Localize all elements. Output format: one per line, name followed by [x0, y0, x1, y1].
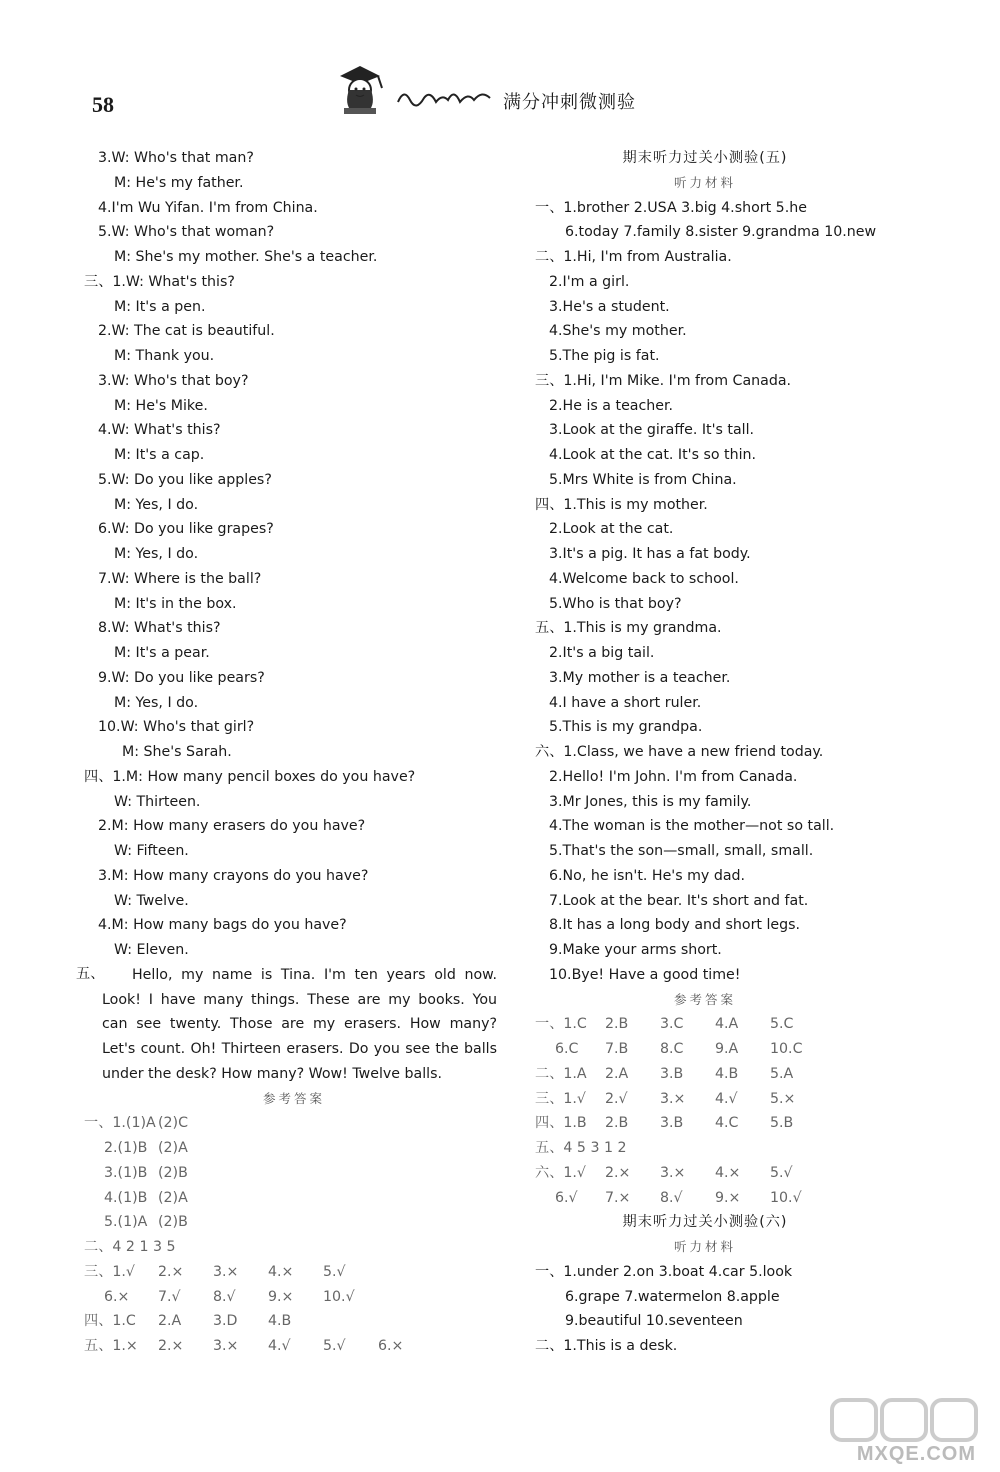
answer-cell: 7.B [605, 1041, 629, 1057]
line-text: He is a teacher. [562, 397, 674, 414]
item-number: 9. [549, 942, 563, 958]
transcript-line [535, 790, 875, 815]
item-number: 3. [549, 669, 563, 686]
item-number: 一、1. [535, 199, 577, 216]
answer-cell: 7.√ [158, 1288, 181, 1305]
answer-row [535, 1062, 875, 1087]
item-number: 一、1. [535, 1263, 577, 1280]
line-text: W: Who's that man? [111, 150, 254, 166]
line-text: Hello! I'm John. I'm from Canada. [562, 768, 798, 785]
page-number: 58 [92, 92, 114, 117]
item-number: 5. [549, 719, 563, 736]
answer-row [84, 1309, 504, 1334]
transcript-line [535, 196, 875, 221]
answer-cell: 8.√ [660, 1189, 683, 1206]
answer-cell: 3.C [660, 1016, 684, 1033]
test5-answers [535, 1012, 875, 1210]
line-text: W: The cat is beautiful. [111, 323, 275, 340]
answer-cell: 一、1.C [535, 1016, 587, 1033]
paragraph-text: Hello, my name is Tina. I'm ten years old now. Look! I have many things. These are my books. You can see twenty. Those are my erasers. How many? Let's count. Oh! Thirteen erasers. Do you see the balls under the desk? How many? Wow! Twelve balls. [102, 966, 497, 1082]
line-text: M: How many pencil boxes do you have? [125, 768, 416, 785]
item-number: 四、1. [84, 768, 126, 785]
item-number: 3. [549, 793, 563, 810]
line-text: M: It's a pen. [114, 298, 206, 315]
line-text: Look at the giraffe. It's tall. [562, 422, 755, 439]
item-number: 三、1. [84, 273, 126, 290]
transcript-line [535, 468, 875, 493]
answer-cell: 三、1.√ [535, 1090, 586, 1107]
transcript-line [535, 319, 875, 344]
transcript-line [84, 344, 504, 369]
transcript-line [535, 839, 875, 864]
transcript-line [535, 270, 875, 295]
line-text: W: Thirteen. [114, 793, 201, 810]
left-answers [84, 1111, 504, 1359]
test5-transcript [535, 196, 875, 988]
answer-cell: 5.√ [323, 1263, 346, 1280]
line-text: Welcome back to school. [562, 570, 739, 587]
line-text: M: He's my father. [114, 174, 244, 191]
right-column [535, 146, 875, 1359]
watermark-text: MXQE.COM [856, 1443, 976, 1465]
answer-cell: 4.√ [715, 1090, 738, 1107]
answer-row [535, 1186, 875, 1211]
transcript-line [84, 740, 504, 765]
line-text: I'm Wu Yifan. I'm from China. [111, 199, 318, 216]
answer-cell: 2.A [605, 1065, 629, 1082]
line-text: Class, we have a new friend today. [576, 744, 824, 760]
item-number: 8. [98, 620, 112, 637]
item-number: 2. [549, 768, 563, 785]
item-number: 2. [549, 521, 563, 538]
transcript-line [535, 913, 875, 938]
line-text: I have a short ruler. [562, 694, 702, 711]
item-number: 4. [98, 917, 112, 934]
line-text: Look at the cat. It's so thin. [562, 447, 757, 463]
transcript-line [535, 295, 875, 320]
line-text: M: How many erasers do you have? [111, 818, 366, 835]
brand-script-logo-icon [394, 84, 494, 115]
line-text: M: Yes, I do. [114, 546, 199, 562]
transcript-line [84, 542, 504, 567]
mascot-logo-icon [330, 60, 390, 116]
transcript-line [84, 814, 504, 839]
line-text: M: How many crayons do you have? [111, 867, 369, 884]
left-answers-title: 参考答案 [262, 1090, 325, 1106]
answer-cell: 3.B [660, 1115, 684, 1132]
answer-cell: 二、1.A [535, 1065, 587, 1082]
line-text: Make your arms short. [562, 942, 722, 958]
item-number: 4. [549, 570, 563, 587]
answer-cell: 5.C [770, 1016, 794, 1033]
answer-cell: 8.√ [213, 1288, 236, 1305]
item-number: 7. [98, 570, 112, 587]
transcript-line [84, 418, 504, 443]
transcript-line [84, 913, 504, 938]
answer-cell: 6.× [378, 1338, 404, 1354]
line-text: W: Who's that girl? [120, 719, 255, 736]
answer-cell: 2.× [158, 1263, 184, 1280]
item-number: 3. [98, 150, 112, 166]
transcript-line [84, 443, 504, 468]
answer-cell: 5.√ [770, 1164, 793, 1181]
answer-cell: 五、1.× [84, 1338, 138, 1354]
transcript-line [84, 641, 504, 666]
answer-cell: 5.(1)A [104, 1214, 148, 1231]
item-number: 3. [549, 298, 563, 315]
item-number: 3. [549, 422, 563, 439]
item-number: 六、1. [535, 744, 577, 760]
line-text: The woman is the mother—not so tall. [562, 818, 835, 835]
answer-cell: 一、1.(1)A [84, 1115, 156, 1132]
transcript-line [535, 517, 875, 542]
answer-cell: 4.B [715, 1065, 739, 1082]
line-text: That's the son—small, small, small. [562, 843, 814, 859]
answer-cell: 2.× [158, 1338, 184, 1354]
transcript-line [535, 592, 875, 617]
transcript-line [535, 1285, 875, 1310]
answer-cell: 4.× [268, 1263, 294, 1280]
answer-cell: 4.A [715, 1016, 739, 1033]
answer-cell: 10.√ [770, 1189, 802, 1206]
answer-cell: 3.× [213, 1338, 239, 1354]
line-text: This is my mother. [576, 496, 708, 513]
transcript-line [535, 691, 875, 716]
item-number: 4. [549, 694, 563, 711]
line-text: W: Do you like apples? [111, 471, 272, 488]
line-text: M: Yes, I do. [114, 694, 199, 711]
transcript-line [84, 295, 504, 320]
answer-row [535, 1161, 875, 1186]
item-number: 2. [549, 645, 563, 661]
transcript-line [535, 938, 875, 963]
line-text: Mr Jones, this is my family. [562, 793, 752, 810]
item-number: 4. [549, 818, 563, 835]
transcript-line [84, 592, 504, 617]
answer-cell: 四、1.B [535, 1115, 587, 1132]
transcript-line [535, 740, 875, 765]
item-number: 3. [98, 372, 112, 389]
answer-row [84, 1136, 504, 1161]
answer-row [84, 1260, 504, 1285]
answer-cell: 2.√ [605, 1090, 628, 1107]
line-text: Who is that boy? [562, 595, 682, 612]
item-number: 6. [98, 521, 112, 538]
transcript-line [535, 245, 875, 270]
transcript-line [84, 270, 504, 295]
answer-cell: 2.(1)B [104, 1140, 148, 1156]
left-column [76, 146, 504, 1359]
line-text: W: What's this? [125, 273, 235, 290]
line-text: M: It's in the box. [114, 595, 237, 612]
answer-cell: (2)B [158, 1214, 188, 1231]
transcript-line [535, 394, 875, 419]
transcript-line [84, 790, 504, 815]
answer-cell: 4.(1)B [104, 1189, 148, 1206]
answer-row [84, 1161, 504, 1186]
transcript-line [535, 1260, 875, 1285]
answer-row [84, 1186, 504, 1211]
transcript-line [535, 864, 875, 889]
answer-cell: 5.√ [323, 1338, 346, 1354]
line-text: M: She's my mother. She's a teacher. [114, 249, 378, 265]
line-text: W: Where is the ball? [111, 570, 262, 587]
answer-cell: 5.A [770, 1065, 794, 1082]
item-number: 3. [549, 546, 563, 562]
transcript-line [84, 319, 504, 344]
line-text: M: He's Mike. [114, 397, 208, 414]
item-number: 2. [98, 818, 112, 835]
line-text: This is my grandpa. [562, 719, 703, 736]
line-text: W: Fifteen. [114, 843, 189, 859]
item-number: 2. [98, 323, 112, 340]
item-number: 5. [549, 471, 563, 488]
transcript-line [84, 864, 504, 889]
item-number: 5. [549, 843, 563, 859]
line-text: Mrs White is from China. [562, 471, 737, 488]
answer-cell: 2.B [605, 1016, 629, 1033]
line-text: No, he isn't. He's my dad. [562, 867, 746, 884]
answer-cell: 四、1.C [84, 1313, 136, 1330]
item-number: 三、1. [535, 372, 577, 389]
transcript-line [535, 493, 875, 518]
line-text: W: Who's that woman? [111, 224, 275, 241]
transcript-line [535, 220, 875, 245]
item-number: 五、1. [535, 620, 577, 637]
answer-cell: 五、4 5 3 1 2 [535, 1140, 627, 1156]
transcript-line [535, 443, 875, 468]
line-text: Bye! Have a good time! [571, 966, 741, 983]
transcript-line [535, 369, 875, 394]
answer-cell: 9.× [715, 1189, 741, 1206]
transcript-line [535, 344, 875, 369]
answer-cell: 六、1.√ [535, 1164, 586, 1181]
transcript-line [84, 468, 504, 493]
test6-subtitle: 听力材料 [673, 1239, 736, 1254]
line-text: The pig is fat. [562, 348, 660, 364]
transcript-line [535, 542, 875, 567]
answer-row [84, 1235, 504, 1260]
answer-cell: (2)A [158, 1189, 188, 1206]
test6-transcript [535, 1260, 875, 1359]
item-number: 10. [98, 719, 121, 736]
line-text: W: Do you like grapes? [111, 521, 274, 538]
transcript-line [84, 220, 504, 245]
line-text: It has a long body and short legs. [562, 917, 801, 934]
line-text: W: Eleven. [114, 942, 189, 958]
item-number: 2. [549, 273, 563, 290]
answer-cell: 3.× [660, 1090, 686, 1107]
transcript-line [535, 715, 875, 740]
answer-cell: 2.B [605, 1115, 629, 1132]
item-number: 4. [549, 447, 563, 463]
transcript-line [84, 567, 504, 592]
line-text: It's a pig. It has a fat body. [562, 546, 751, 562]
answer-cell: 10.√ [323, 1288, 355, 1305]
answer-row [535, 1012, 875, 1037]
item-number: 5. [549, 595, 563, 612]
item-number: 二、1. [535, 1338, 577, 1354]
line-text: M: Thank you. [114, 348, 215, 364]
answer-cell: 4.√ [268, 1338, 291, 1354]
answer-cell: 3.× [660, 1164, 686, 1181]
item-number: 5. [98, 224, 112, 241]
transcript-line [84, 493, 504, 518]
answer-row [535, 1037, 875, 1062]
transcript-line [535, 641, 875, 666]
answer-cell: 3.(1)B [104, 1164, 148, 1181]
answer-cell: 3.D [213, 1313, 238, 1330]
test5-title: 期末听力过关小测验(五) [622, 150, 788, 166]
answer-row [84, 1111, 504, 1136]
transcript-line [84, 691, 504, 716]
item-number: 6. [549, 867, 563, 884]
line-text: M: It's a cap. [114, 447, 205, 463]
item-number: 二、1. [535, 249, 577, 265]
item-number: 5. [549, 348, 563, 364]
item-number: 4. [549, 323, 563, 340]
answer-cell: 8.C [660, 1041, 684, 1057]
line-text: He's a student. [562, 298, 670, 315]
transcript-line [84, 171, 504, 196]
transcript-line [535, 567, 875, 592]
transcript-line [84, 765, 504, 790]
transcript-line [84, 715, 504, 740]
answer-cell: 5.× [770, 1090, 796, 1107]
answer-row [84, 1285, 504, 1310]
transcript-line [84, 517, 504, 542]
transcript-line [84, 839, 504, 864]
line-text: It's a big tail. [562, 645, 655, 661]
item-number: 9. [98, 669, 112, 686]
answer-cell: 3.× [213, 1263, 239, 1280]
answer-cell: 2.A [158, 1313, 182, 1330]
line-text: W: Twelve. [114, 892, 189, 909]
answer-cell: 3.B [660, 1065, 684, 1082]
line-text: This is my grandma. [576, 620, 722, 637]
answer-cell: 三、1.√ [84, 1263, 135, 1280]
transcript-line [84, 889, 504, 914]
transcript-line [84, 616, 504, 641]
answer-row [84, 1334, 504, 1359]
transcript-line [535, 889, 875, 914]
transcript-line [84, 938, 504, 963]
item-number: 7. [549, 892, 563, 909]
line-text: She's my mother. [562, 323, 687, 340]
answer-cell: 6.× [104, 1288, 130, 1305]
answer-cell: 4.× [715, 1164, 741, 1181]
transcript-line [84, 196, 504, 221]
line-text: under 2.on 3.boat 4.car 5.look [576, 1263, 793, 1280]
item-number: 2. [549, 397, 563, 414]
line-text: W: What's this? [111, 620, 221, 637]
answer-cell: (2)A [158, 1140, 188, 1156]
header-title: 满分冲刺微测验 [503, 92, 636, 113]
item-number: 8. [549, 917, 563, 934]
transcript-line [535, 616, 875, 641]
line-text: This is a desk. [576, 1338, 678, 1354]
transcript-line [84, 146, 504, 171]
answer-cell: 4.B [268, 1313, 292, 1330]
answer-cell: 7.× [605, 1189, 631, 1206]
answer-cell: 9.A [715, 1041, 739, 1057]
answer-row [535, 1087, 875, 1112]
transcript-line [535, 1334, 875, 1359]
transcript-line [535, 1309, 875, 1334]
line-text: W: Who's that boy? [111, 372, 249, 389]
line-text: Hi, I'm Mike. I'm from Canada. [576, 372, 792, 389]
test6-title: 期末听力过关小测验(六) [622, 1214, 788, 1231]
transcript-line [84, 245, 504, 270]
line-text: M: It's a pear. [114, 645, 210, 661]
line-text: I'm a girl. [562, 273, 630, 290]
line-text: My mother is a teacher. [562, 669, 731, 686]
item-number: 四、1. [535, 496, 577, 513]
line-text: M: How many bags do you have? [111, 917, 347, 934]
test5-subtitle: 听力材料 [673, 174, 736, 190]
answer-cell: 2.× [605, 1164, 631, 1181]
answer-cell: 5.B [770, 1115, 794, 1132]
line-text: M: Yes, I do. [114, 496, 199, 513]
line-text: W: Do you like pears? [111, 669, 265, 686]
line-text: Hi, I'm from Australia. [576, 249, 732, 265]
answer-row [535, 1136, 875, 1161]
answer-cell: (2)C [158, 1115, 189, 1132]
answer-row [535, 1111, 875, 1136]
answer-cell: 4.C [715, 1115, 739, 1132]
transcript-line [535, 963, 875, 988]
item-number: 10. [549, 966, 572, 983]
line-text: Look at the cat. [562, 521, 674, 538]
paragraph-label: 五、 [76, 965, 105, 982]
answer-cell: 二、4 2 1 3 5 [84, 1239, 176, 1255]
line-text: Look at the bear. It's short and fat. [562, 892, 809, 909]
line-text: 6.today 7.family 8.sister 9.grandma 10.new [565, 224, 877, 241]
answer-row [84, 1210, 504, 1235]
transcript-line [84, 369, 504, 394]
transcript-line [535, 666, 875, 691]
line-text: W: What's this? [111, 422, 221, 439]
item-number: 5. [98, 471, 112, 488]
item-number: 4. [98, 199, 112, 216]
answer-cell: 9.× [268, 1288, 294, 1305]
transcript-line [84, 394, 504, 419]
item-number: 3. [98, 867, 112, 884]
answer-cell: 6.√ [555, 1189, 578, 1206]
item-number: 4. [98, 422, 112, 439]
line-text: 9.beautiful 10.seventeen [565, 1313, 743, 1330]
answer-cell: (2)B [158, 1164, 188, 1181]
line-text: 6.grape 7.watermelon 8.apple [565, 1288, 780, 1305]
test5-answers-title: 参考答案 [673, 991, 736, 1007]
transcript-line [84, 666, 504, 691]
listening-paragraph [76, 963, 504, 1087]
line-text: M: She's Sarah. [122, 744, 232, 760]
transcript-line [535, 765, 875, 790]
answer-cell: 6.C [555, 1041, 579, 1057]
transcript-line [535, 418, 875, 443]
transcript-line [535, 814, 875, 839]
line-text: brother 2.USA 3.big 4.short 5.he [576, 199, 807, 216]
answer-cell: 10.C [770, 1041, 803, 1057]
